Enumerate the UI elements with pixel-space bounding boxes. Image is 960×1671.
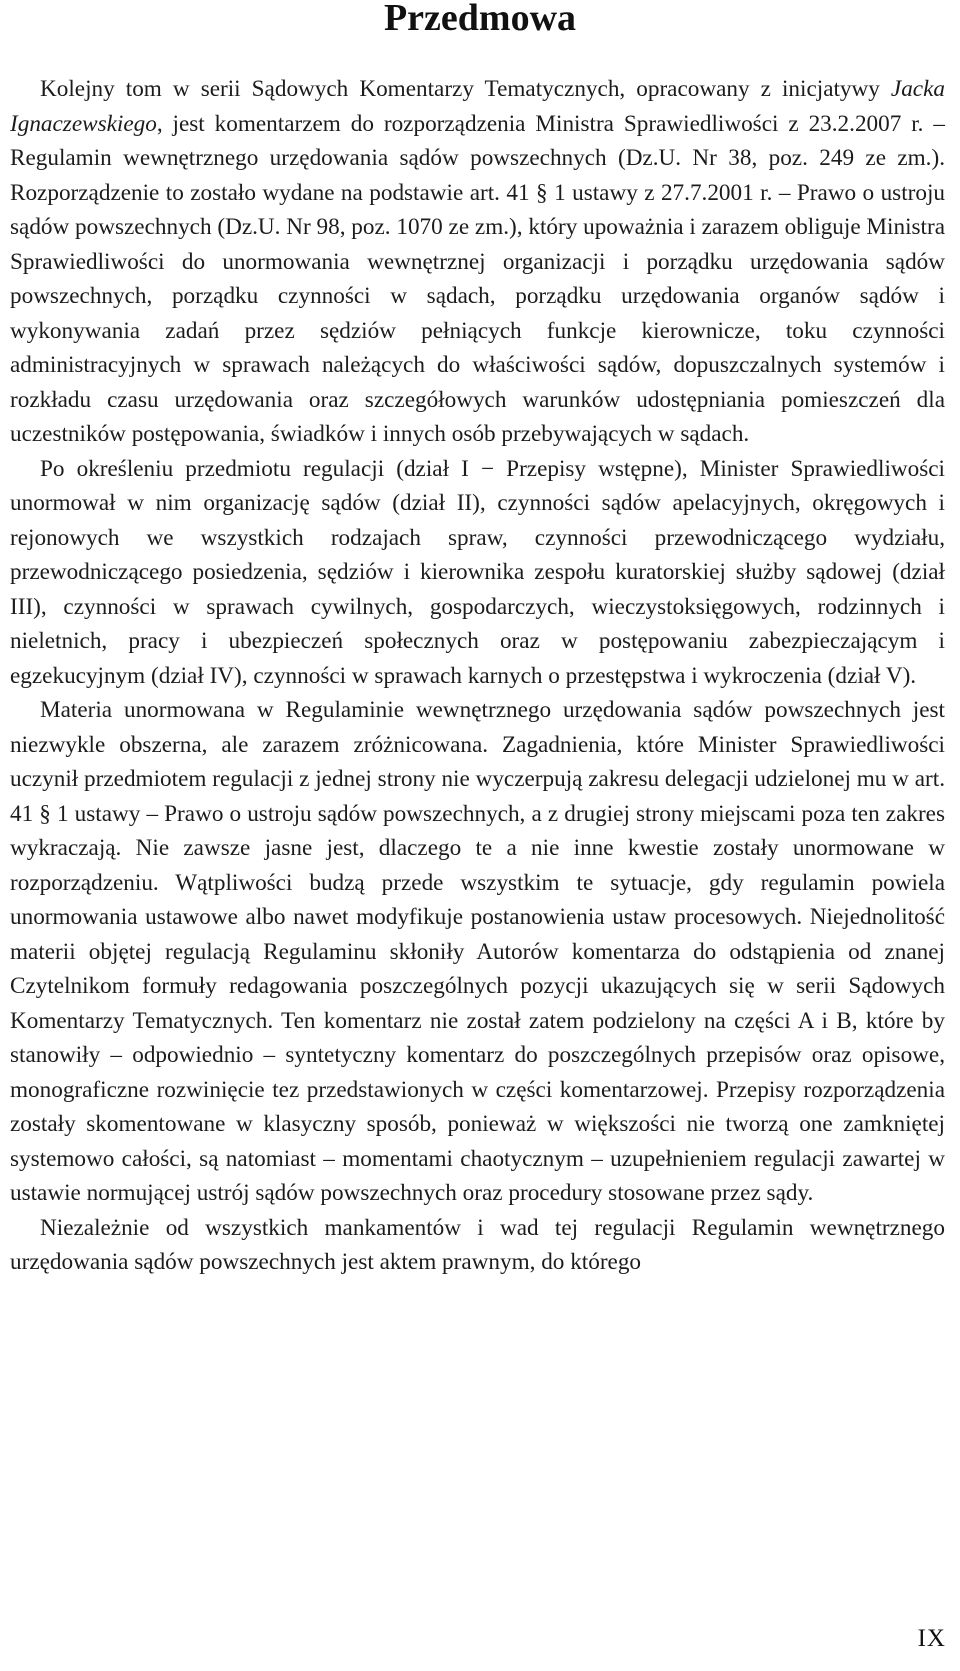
page-number: IX: [917, 1625, 946, 1652]
paragraph-2: Po określeniu przedmiotu regulacji (dział I − Przepisy wstępne), Minister Sprawiedliwości unormował w nim organizację sądów (dział II), czynności sądów apelacyjnych, okręgowych i rejonowych we wszystkich rodzajach spraw, czynności przewodniczącego wydziału, przewodniczącego posiedzenia, sędziów i kierownika zespołu kuratorskiej służby sądowej (dział III), czynności w sprawach cywilnych, gospodarczych, wieczystoksięgowych, rodzinnych i nieletnich, pracy i ubezpieczeń społecznych oraz w postępowaniu zabezpieczającym i egzekucyjnym (dział IV), czynności w sprawach karnych o przestępstwa i wykroczenia (dział V).: [10, 455, 945, 689]
body-text: [10, 72, 945, 1280]
paragraph-1-text-end: , jest komentarzem do rozporządzenia Ministra Sprawiedliwości z 23.2.2007 r. – Regulamin wewnętrznego urzędowania sądów powszechnych (Dz.U. Nr 38, poz. 249 ze zm.). Rozporządzenie to zostało wydane na podstawie art. 41 § 1 ustawy z 27.7.2001 r. – Prawo o ustroju sądów powszechnych (Dz.U. Nr 98, poz. 1070 ze zm.), który upoważnia i zarazem obliguje Ministra Sprawiedliwości do unormowania wewnętrznej organizacji i porządku urzędowania sądów powszechnych, porządku czynności w sądach, porządku urzędowania organów sądów i wykonywania zadań przez sędziów pełniących funkcje kierownicze, toku czynności administracyjnych w sprawach należących do właściwości sądów, dopuszczalnych systemów i rozkładu czasu urzędowania oraz szczegółowych warunków udostępniania pomieszczeń dla uczestników postępowania, świadków i innych osób przebywających w sądach.: [10, 110, 945, 447]
paragraph-4: Niezależnie od wszystkich mankamentów i wad tej regulacji Regulamin wewnętrznego urzędowania sądów powszechnych jest aktem prawnym, do którego: [10, 1214, 945, 1275]
author-name-italic: Jacka Ignaczewskiego: [10, 76, 945, 137]
paragraph-1-text-start: Kolejny tom w serii Sądowych Komentarzy Tematycznych, opracowany z inicjatywy: [40, 76, 891, 102]
paragraph-3: Materia unormowana w Regulaminie wewnętrznego urzędowania sądów powszechnych jest niezwykle obszerna, ale zarazem zróżnicowana. Zagadnienia, które Minister Sprawiedliwości uczynił przedmiotem regulacji z jednej strony nie wyczerpują zakresu delegacji udzielonej mu w art. 41 § 1 ustawy – Prawo o ustroju sądów powszechnych, a z drugiej strony miejscami poza ten zakres wykraczają. Nie zawsze jasne jest, dlaczego te a nie inne kwestie zostały unormowane w rozporządzeniu. Wątpliwości budzą przede wszystkim te sytuacje, gdy regulamin powiela unormowania ustawowe albo nawet modyfikuje postanowienia ustaw procesowych. Niejednolitość materii objętej regulacją Regulaminu skłoniły Autorów komentarza do odstąpienia od znanej Czytelnikom formuły redagowania poszczególnych pozycji ukazujących się w serii Sądowych Komentarzy Tematycznych. Ten komentarz nie został zatem podzielony na części A i B, które by stanowiły – odpowiednio – syntetyczny komentarz do poszczególnych przepisów oraz opisowe, monograficzne rozwinięcie tez przedstawionych w części komentarzowej. Przepisy rozporządzenia zostały skomentowane w klasyczny sposób, ponieważ w większości nie tworzą one zamkniętej systemowo całości, są natomiast – momentami chaotycznym – uzupełnieniem regulacji zawartej w ustawie normującej ustrój sądów powszechnych oraz procedury stosowane przez sądy.: [10, 697, 945, 1206]
paragraph-1: [10, 72, 945, 452]
page-title: Przedmowa: [383, 0, 577, 39]
